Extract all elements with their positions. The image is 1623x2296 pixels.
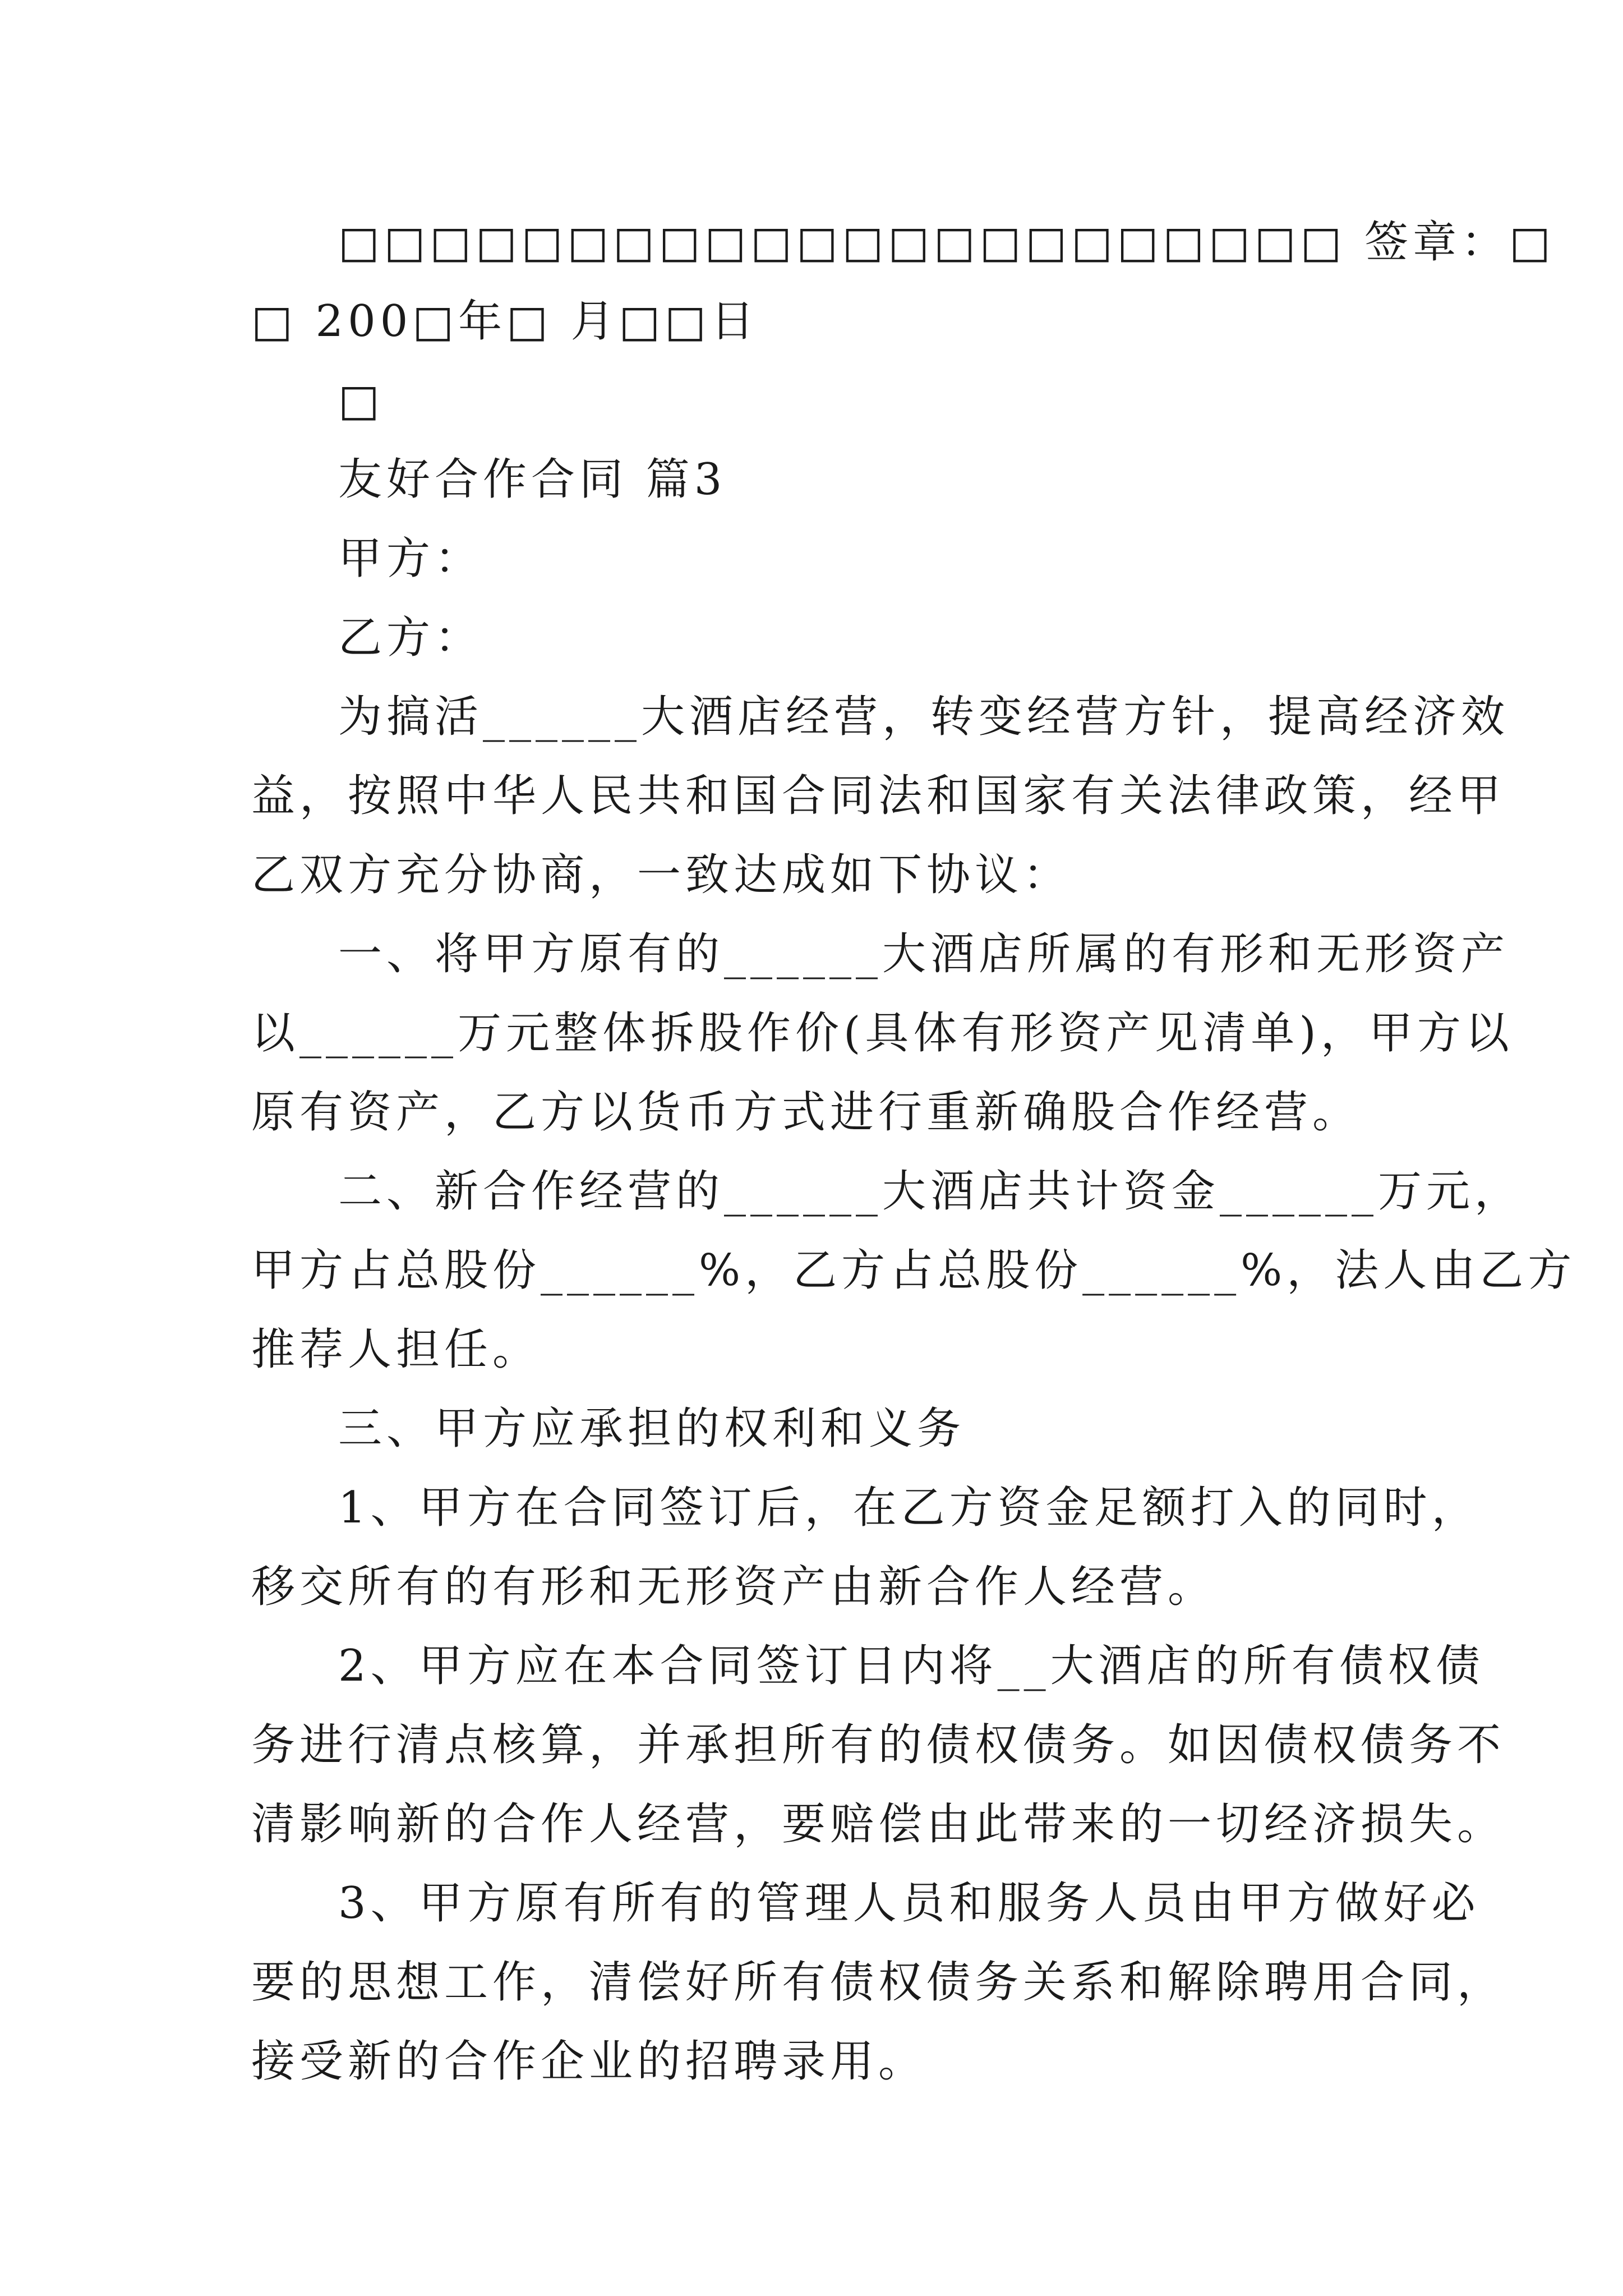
paragraph-line: 为搞活______大酒店经营，转变经营方针，提高经济效 (338, 692, 1510, 742)
clause-line: 原有资产，乙方以货币方式进行重新确股合作经营。 (251, 1087, 1361, 1138)
clause-line: 二、新合作经营的______大酒店共计资金______万元， (338, 1166, 1523, 1217)
subclause-line: 3、甲方原有所有的管理人员和服务人员由甲方做好必 (338, 1878, 1480, 1929)
subclause-line: 1、甲方在合同签订后，在乙方资金足额打入的同时， (338, 1483, 1480, 1533)
party-a-line: 甲方： (338, 533, 483, 584)
subclause-line: 清影响新的合作人经营，要赔偿由此带来的一切经济损失。 (251, 1799, 1506, 1849)
clause-line: 一、将甲方原有的______大酒店所属的有形和无形资产 (338, 929, 1510, 979)
subclause-line: 接受新的合作企业的招聘录用。 (251, 2036, 927, 2087)
subclause-line: 移交所有的有形和无形资产由新合作人经营。 (251, 1562, 1216, 1612)
clause-heading: 三、甲方应承担的权利和义务 (338, 1404, 966, 1454)
paragraph-line: 乙双方充分协商，一致达成如下协议： (251, 850, 1072, 900)
clause-line: 以______万元整体拆股作价(具体有形资产见清单)，甲方以 (251, 1008, 1514, 1059)
paragraph-line: 益，按照中华人民共和国合同法和国家有关法律政策，经甲 (251, 771, 1506, 821)
clause-line: 甲方占总股份______%，乙方占总股份______%，法人由乙方 (251, 1245, 1576, 1296)
clause-line: 推荐人担任。 (251, 1324, 541, 1375)
subclause-line: 2、甲方应在本合同签订日内将__大酒店的所有债权债 (338, 1641, 1484, 1691)
placeholder-line: □ (338, 375, 384, 426)
subclause-line: 务进行清点核算，并承担所有的债权债务。如因债权债务不 (251, 1720, 1506, 1770)
section-title: 友好合作合同 篇3 (338, 454, 727, 505)
party-b-line: 乙方： (338, 613, 483, 663)
date-line: □ 200□年□ 月□□日 (251, 296, 759, 347)
signature-line: □□□□□□□□□□□□□□□□□□□□□□ 签章：□ (338, 217, 1555, 268)
subclause-line: 要的思想工作，清偿好所有债权债务关系和解除聘用合同， (251, 1957, 1506, 2008)
